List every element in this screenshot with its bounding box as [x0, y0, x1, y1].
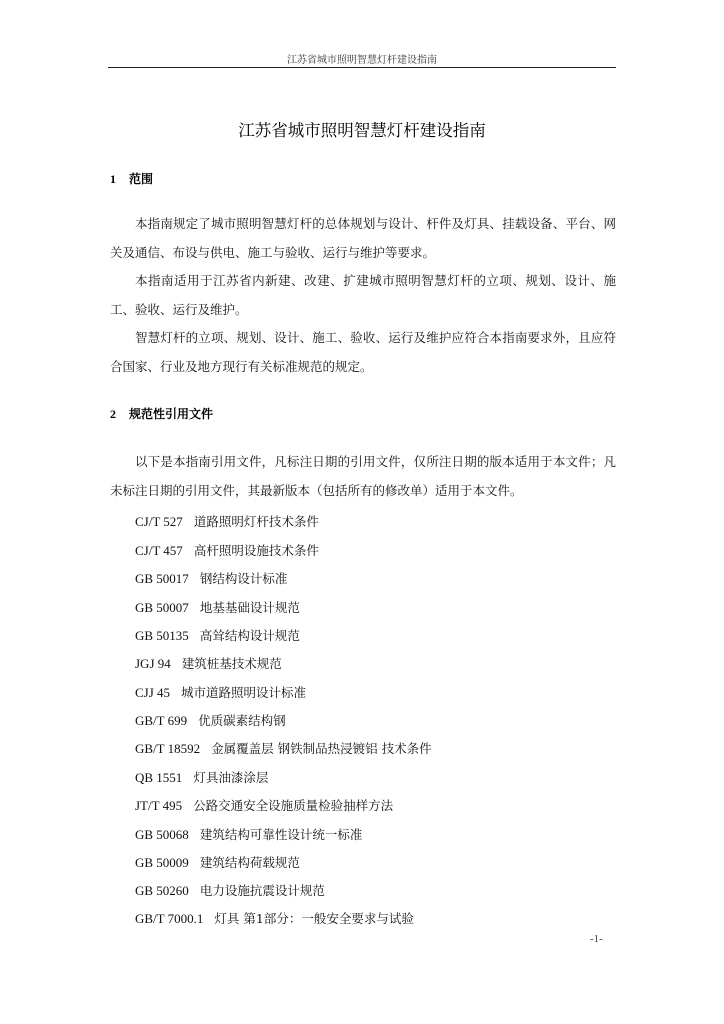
reference-code: GB/T 699 — [135, 713, 188, 728]
section-1-paragraph-3: 智慧灯杆的立项、规划、设计、施工、验收、运行及维护应符合本指南要求外，且应符合国家、行业及地方现行有关标准规范的规定。 — [110, 330, 616, 374]
running-header: 江苏省城市照明智慧灯杆建设指南 — [287, 55, 437, 66]
reference-item — [135, 626, 300, 644]
reference-item — [135, 711, 286, 729]
reference-code: CJ/T 527 — [135, 514, 183, 529]
reference-title: 道路照明灯杆技术条件 — [193, 514, 319, 529]
reference-code: GB 50007 — [135, 600, 189, 615]
reference-title: 钢结构设计标准 — [199, 571, 288, 586]
reference-title: 建筑结构荷载规范 — [199, 855, 300, 870]
reference-item — [135, 881, 325, 899]
reference-code: GB 50260 — [135, 883, 189, 898]
reference-code: GB 50009 — [135, 855, 189, 870]
reference-title: 灯具油漆涂层 — [193, 770, 269, 785]
reference-code: QB 1551 — [135, 770, 183, 785]
reference-item — [135, 768, 268, 786]
reference-code: GB 50017 — [135, 571, 189, 586]
reference-title: 公路交通安全设施质量检验抽样方法 — [193, 798, 394, 813]
reference-title: 电力设施抗震设计规范 — [199, 883, 325, 898]
reference-item — [135, 825, 362, 843]
section-2-heading — [110, 405, 213, 422]
section-1-paragraph-2: 本指南适用于江苏省内新建、改建、扩建城市照明智慧灯杆的立项、规划、设计、施工、验收、运行及维护。 — [110, 273, 616, 317]
section-2-paragraph-1: 以下是本指南引用文件，凡标注日期的引用文件，仅所注日期的版本适用于本文件；凡未标注日期的引用文件，其最新版本（包括所有的修改单）适用于本文件。 — [110, 454, 616, 498]
reference-title: 优质碳素结构钢 — [198, 713, 286, 728]
reference-code: CJJ 45 — [135, 685, 171, 700]
reference-item — [135, 512, 319, 530]
reference-code: JGJ 94 — [135, 656, 171, 671]
reference-title: 地基基础设计规范 — [199, 600, 300, 615]
header-rule — [108, 67, 616, 68]
reference-item — [135, 683, 306, 701]
document-title: 江苏省城市照明智慧灯杆建设指南 — [238, 121, 486, 140]
reference-code: GB/T 18592 — [135, 741, 201, 756]
reference-title: 城市道路照明设计标准 — [181, 685, 307, 700]
section-number: 2 — [110, 407, 116, 421]
section-1-paragraph-1: 本指南规定了城市照明智慧灯杆的总体规划与设计、杆件及灯具、挂载设备、平台、网关及通信、布设与供电、施工与验收、运行与维护等要求。 — [110, 216, 616, 260]
reference-item — [135, 569, 287, 587]
reference-item — [135, 654, 282, 672]
reference-code: GB/T 7000.1 — [135, 911, 204, 926]
reference-item — [135, 598, 300, 616]
reference-title: 高杆照明设施技术条件 — [193, 543, 319, 558]
section-1-heading — [110, 170, 153, 187]
section-title: 范围 — [129, 172, 154, 186]
reference-title: 高耸结构设计规范 — [199, 628, 300, 643]
reference-item — [135, 541, 319, 559]
reference-title: 建筑桩基技术规范 — [181, 656, 282, 671]
reference-title: 建筑结构可靠性设计统一标准 — [199, 827, 363, 842]
reference-item — [135, 739, 432, 757]
section-title: 规范性引用文件 — [129, 407, 214, 421]
reference-item — [135, 796, 393, 814]
page-number: -1- — [590, 933, 603, 945]
section-number: 1 — [110, 172, 116, 186]
reference-title: 金属覆盖层 钢铁制品热浸镀铝 技术条件 — [211, 741, 432, 756]
reference-item — [135, 909, 414, 927]
reference-title: 灯具 第1部分：一般安全要求与试验 — [214, 911, 414, 926]
reference-item — [135, 853, 300, 871]
reference-code: CJ/T 457 — [135, 543, 183, 558]
reference-code: JT/T 495 — [135, 798, 183, 813]
reference-code: GB 50135 — [135, 628, 189, 643]
reference-code: GB 50068 — [135, 827, 189, 842]
